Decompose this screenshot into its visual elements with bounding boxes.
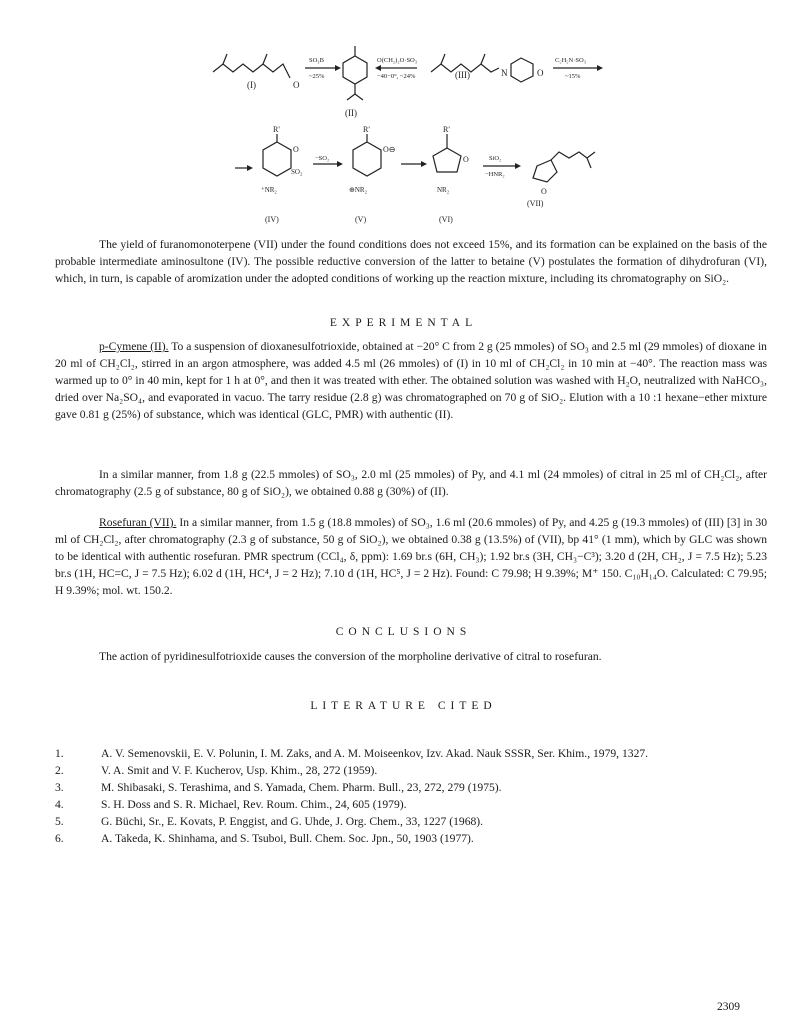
page-number: 2309	[717, 1001, 740, 1013]
arrow-vi-vii-top-label: SiO₂	[489, 155, 502, 162]
reference-item: 6. A. Takeda, K. Shinhama, and S. Tsuboi, Bull. Chem. Soc. Jpn., 50, 1903 (1977).	[55, 832, 474, 845]
svg-text:R': R'	[443, 125, 450, 134]
svg-text:SO₂: SO₂	[291, 168, 303, 176]
svg-text:O: O	[541, 187, 547, 196]
compound-label-vi: (VI)	[439, 215, 453, 224]
svg-text:O⊖: O⊖	[383, 145, 396, 154]
p-cymene-paragraph	[55, 338, 767, 423]
reference-item: 4. S. H. Doss and S. R. Michael, Rev. Roum. Chim., 24, 605 (1979).	[55, 798, 407, 811]
compound-label-iv: (IV)	[265, 215, 279, 224]
p-cymene-body: To a suspension of dioxanesulfotrioxide, obtained at −20° C from 2 g (25 mmoles) of SO₃ and 2.5 ml (29 mmoles) of dioxane in 20 ml of CH₂Cl₂, stirred in an argon atmosphere, was added 4.5 ml (26 mmoles) of (I) in 10 ml of CH₂Cl₂ in 10 min at −40°. The reaction mass was warmed up to 0° in 40 min, kept for 1 h at 0°, and then it was treated with ether. The obtained solution was washed with H₂O, neutralized with NaHCO₃, dried over Na₂SO₄, and evaporated in vacuo. The tarry residue (2.8 g) was chromatographed on 70 g of SiO₂. Elution with a 10 :1 hexane−ether mixture gave 0.81 g (25%) of substance, which was identical (GLC, PMR) with authentic (II).	[55, 340, 767, 421]
literature-heading: LITERATURE CITED	[310, 700, 497, 712]
p-cymene-ring	[343, 56, 367, 84]
compound-label-i: (I)	[247, 80, 256, 90]
intro-paragraph: The yield of furanomonoterpene (VII) under the found conditions does not exceed 15%, and its formation can be explained on the basis of the probable intermediate aminosultone (IV). The possible reductive conversion of the latter to betaine (V) postulates the formation of dihydrofuran (VI), which, in turn, is capable of aromization under the adopted conditions of working up the reaction mixture, including its chromatography on SiO₂.	[55, 238, 767, 285]
compound-label-v: (V)	[355, 215, 367, 224]
reaction-scheme-top	[205, 28, 605, 120]
svg-text:R': R'	[273, 125, 280, 134]
arrow2-bottom-label: −40−0°, ~24%	[377, 73, 416, 80]
experimental-heading: EXPERIMENTAL	[329, 317, 478, 329]
conclusion-paragraph: The action of pyridinesulfotrioxide causes the conversion of the morpholine derivative of citral to rosefuran.	[99, 650, 602, 663]
aminosultone-structure	[261, 125, 303, 194]
p-cymene-title: p-Cymene (II).	[99, 340, 169, 353]
reference-list	[55, 745, 767, 847]
compound-label-vii: (VII)	[527, 199, 544, 208]
svg-text:⁺NR₂: ⁺NR₂	[261, 186, 277, 194]
atom-label: N	[501, 68, 508, 78]
rosefuran-body: In a similar manner, from 1.5 g (18.8 mmoles) of SO₃, 1.6 ml (20.6 mmoles) of Py, and 4.25 g (19.3 mmoles) of (III) [3] in 30 ml of CH₂Cl₂, after chromatography (2.3 g of substance, 50 g of SiO₂), we obtained 0.38 g (13.5%) of (VII), bp 41° (1 mm), which by GLC was shown to be identical with authentic rosefuran. PMR spectrum (CCl₄, δ, ppm): 1.69 br.s (6H, CH₃); 1.92 br.s (3H, CH₃−C³); 3.20 d (2H, CH₂, J = 7.5 Hz); 5.23 br.s (1H, HC=C, J = 7.5 Hz); 6.02 d (1H, HC⁴, J = 2 Hz); 7.10 d (1H, HC⁵, J = 2 Hz). Found: C 79.98; H 9.39%; M⁺ 150. C₁₀H₁₄O. Calculated: C 79.95; H 9.39%; mol. wt. 150.2.	[55, 516, 767, 597]
rosefuran-paragraph	[55, 514, 767, 599]
svg-text:⊕NR₂: ⊕NR₂	[349, 186, 368, 194]
arrow3-top-label: C₅H₅N·SO₃	[555, 57, 586, 64]
reference-item: 5. G. Büchi, Sr., E. Kovats, P. Enggist, and G. Uhde, J. Org. Chem., 33, 1227 (1968).	[55, 815, 484, 828]
compound-label-ii: (II)	[345, 108, 357, 118]
atom-label: O	[537, 68, 544, 78]
arrow1-top-label: SO₃B	[309, 57, 324, 64]
reference-item: 1. A. V. Semenovskii, E. V. Polunin, I. M. Zaks, and A. M. Moiseenkov, Izv. Akad. Nauk SSSR, Ser. Khim., 1979, 1327.	[55, 747, 649, 760]
reaction-scheme-bottom	[225, 122, 605, 230]
arrow1-bottom-label: ~25%	[309, 73, 325, 80]
citral-structure	[213, 64, 290, 78]
dihydrofuran-structure	[433, 125, 469, 194]
betaine-structure	[349, 125, 395, 194]
arrow2-top-label: O(CH₂)₂O·SO₃	[377, 57, 418, 64]
arrow-vi-vii-bottom-label: −HNR₂	[485, 171, 505, 178]
svg-text:R': R'	[363, 125, 370, 134]
similar-paragraph: In a similar manner, from 1.8 g (22.5 mmoles) of SO₃, 2.0 ml (25 mmoles) of Py, and 4.1 ml (24 mmoles) of citral in 25 ml of CH₂Cl₂, after chromatography (2.5 g of substance, 80 g of SiO₂), we obtained 0.88 g (30%) of (II).	[55, 468, 767, 498]
conclusions-heading: CONCLUSIONS	[335, 626, 472, 638]
arrow-iv-v-label: −SO₂	[315, 155, 330, 162]
arrow3-bottom-label: ~15%	[565, 73, 581, 80]
svg-text:O: O	[463, 155, 469, 164]
compound-label-iii: (III)	[455, 70, 470, 80]
rosefuran-structure	[533, 152, 595, 196]
svg-text:NR₂: NR₂	[437, 186, 450, 194]
reference-item: 2. V. A. Smit and V. F. Kucherov, Usp. Khim., 28, 272 (1959).	[55, 764, 378, 777]
rosefuran-title: Rosefuran (VII).	[99, 516, 177, 529]
svg-text:O: O	[293, 145, 299, 154]
reference-item: 3. M. Shibasaki, S. Terashima, and S. Yamada, Chem. Pharm. Bull., 23, 272, 279 (1975).	[55, 781, 502, 794]
atom-label: O	[293, 80, 300, 90]
